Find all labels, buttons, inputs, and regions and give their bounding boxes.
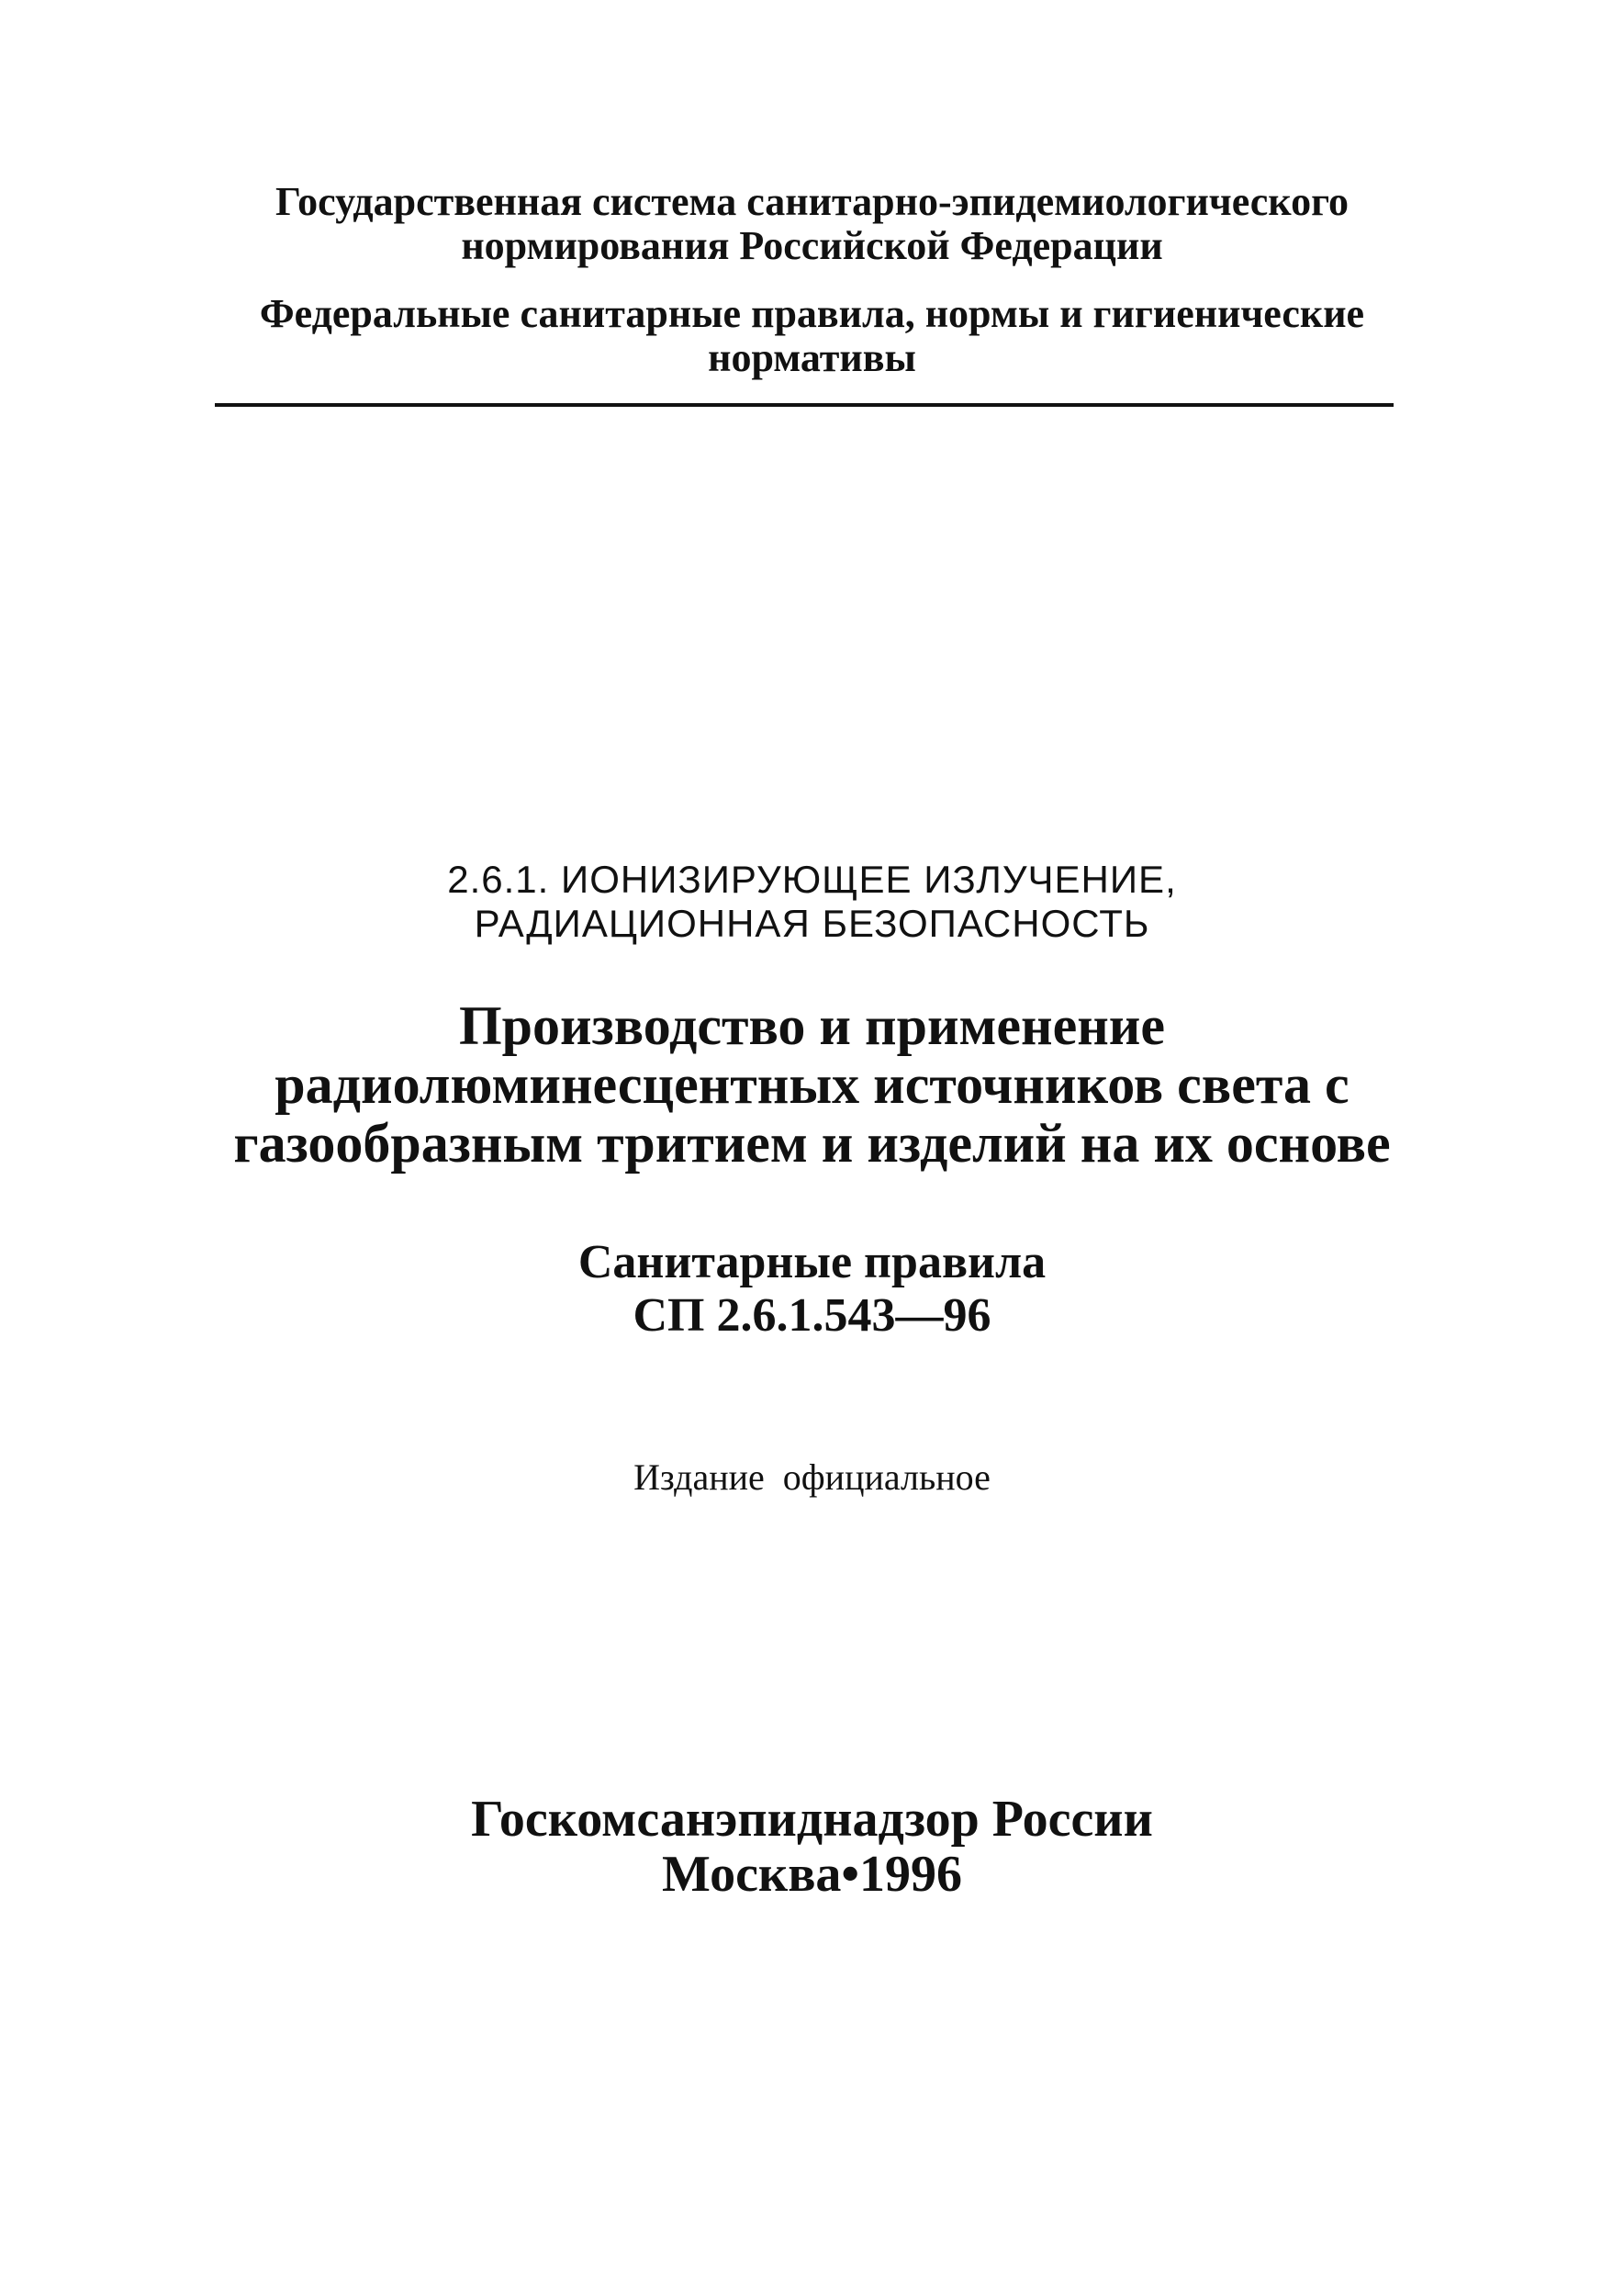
federal-rules-line-1: Федеральные санитарные правила, нормы и гигиенические [259,291,1365,336]
document-title-line-2: радиолюминесцентных источников света с [274,1054,1350,1115]
document-title-line-1: Производство и применение [459,995,1165,1056]
rules-label: Санитарные правила [577,1236,1047,1288]
document-title [0,996,1624,1173]
section-line-2: РАДИАЦИОННАЯ БЕЗОПАСНОСТЬ [474,902,1150,945]
section-line-1: 2.6.1. ИОНИЗИРУЮЩЕЕ ИЗЛУЧЕНИЕ, [447,858,1177,901]
publisher-block [0,1792,1624,1902]
header-divider [215,403,1394,407]
federal-rules-heading [0,292,1624,380]
federal-rules-line-2: нормативы [708,335,916,380]
document-title-line-3: газообразным тритием и изделий на их основе [233,1113,1391,1174]
rules-code: СП 2.6.1.543—96 [633,1289,991,1342]
edition-note: Издание официальное [633,1456,991,1498]
section-heading [0,858,1624,946]
issuing-system-line-2: нормирования Российской Федерации [461,223,1163,268]
rules-designation [0,1236,1624,1343]
issuing-system-line-1: Государственная система санитарно-эпидемиологического [275,179,1349,224]
issuing-system-heading [0,180,1624,268]
publisher-name: Госкомсанэпиднадзор России [471,1791,1153,1848]
publisher-city-year: Москва•1996 [661,1846,963,1903]
